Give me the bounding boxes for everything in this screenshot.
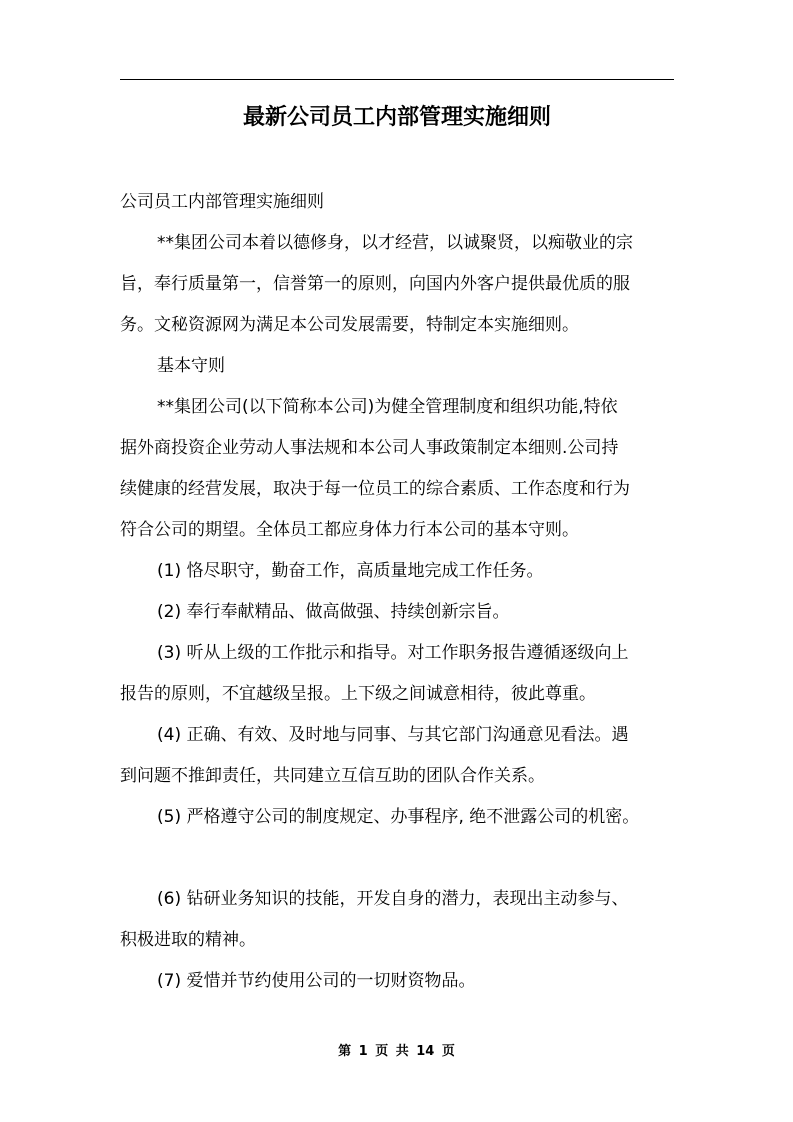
basic-rules-line: 据外商投资企业劳动人事法规和本公司人事政策制定本细则.公司持 <box>120 438 619 458</box>
rule-item-3: (3) 听从上级的工作批示和指导。对工作职务报告遵循逐级向上 <box>157 643 629 663</box>
intro-line: 务。文秘资源网为满足本公司发展需要，特制定本实施细则。 <box>120 315 579 335</box>
intro-line: **集团公司本着以德修身，以才经营，以诚聚贤，以痴敬业的宗 <box>157 233 633 253</box>
document-body <box>120 182 676 1002</box>
page-number: 第 1 页 共 14 页 <box>338 1044 455 1059</box>
rule-item-6: (6) 钻研业务知识的技能，开发自身的潜力，表现出主动参与、 <box>157 889 629 909</box>
rule-item-7: (7) 爱惜并节约使用公司的一切财资物品。 <box>157 971 476 991</box>
rule-item-2: (2) 奉行奉献精品、做高做强、持续创新宗旨。 <box>157 602 510 622</box>
rule-item-4-continued: 到问题不推卸责任，共同建立互信互助的团队合作关系。 <box>120 766 545 786</box>
section-heading: 基本守则 <box>157 356 225 376</box>
basic-rules-line: 续健康的经营发展，取决于每一位员工的综合素质、工作态度和行为 <box>120 479 630 499</box>
document-subtitle: 公司员工内部管理实施细则 <box>120 192 324 212</box>
paragraph-gap <box>120 838 676 879</box>
rule-item-1: (1) 恪尽职守，勤奋工作，高质量地完成工作任务。 <box>157 561 544 581</box>
rule-item-6-continued: 积极进取的精神。 <box>120 930 256 950</box>
basic-rules-line: 符合公司的期望。全体员工都应身体力行本公司的基本守则。 <box>120 520 579 540</box>
header-rule <box>120 79 674 80</box>
rule-item-3-continued: 报告的原则，不宜越级呈报。上下级之间诚意相待，彼此尊重。 <box>120 684 596 704</box>
document-title: 最新公司员工内部管理实施细则 <box>242 105 551 130</box>
rule-item-5: (5) 严格遵守公司的制度规定、办事程序, 绝不泄露公司的机密。 <box>157 807 640 827</box>
basic-rules-line: **集团公司(以下简称本公司)为健全管理制度和组织功能,特依 <box>157 397 618 417</box>
intro-line: 旨，奉行质量第一，信誉第一的原则，向国内外客户提供最优质的服 <box>120 274 630 294</box>
rule-item-4: (4) 正确、有效、及时地与同事、与其它部门沟通意见看法。遇 <box>157 725 629 745</box>
